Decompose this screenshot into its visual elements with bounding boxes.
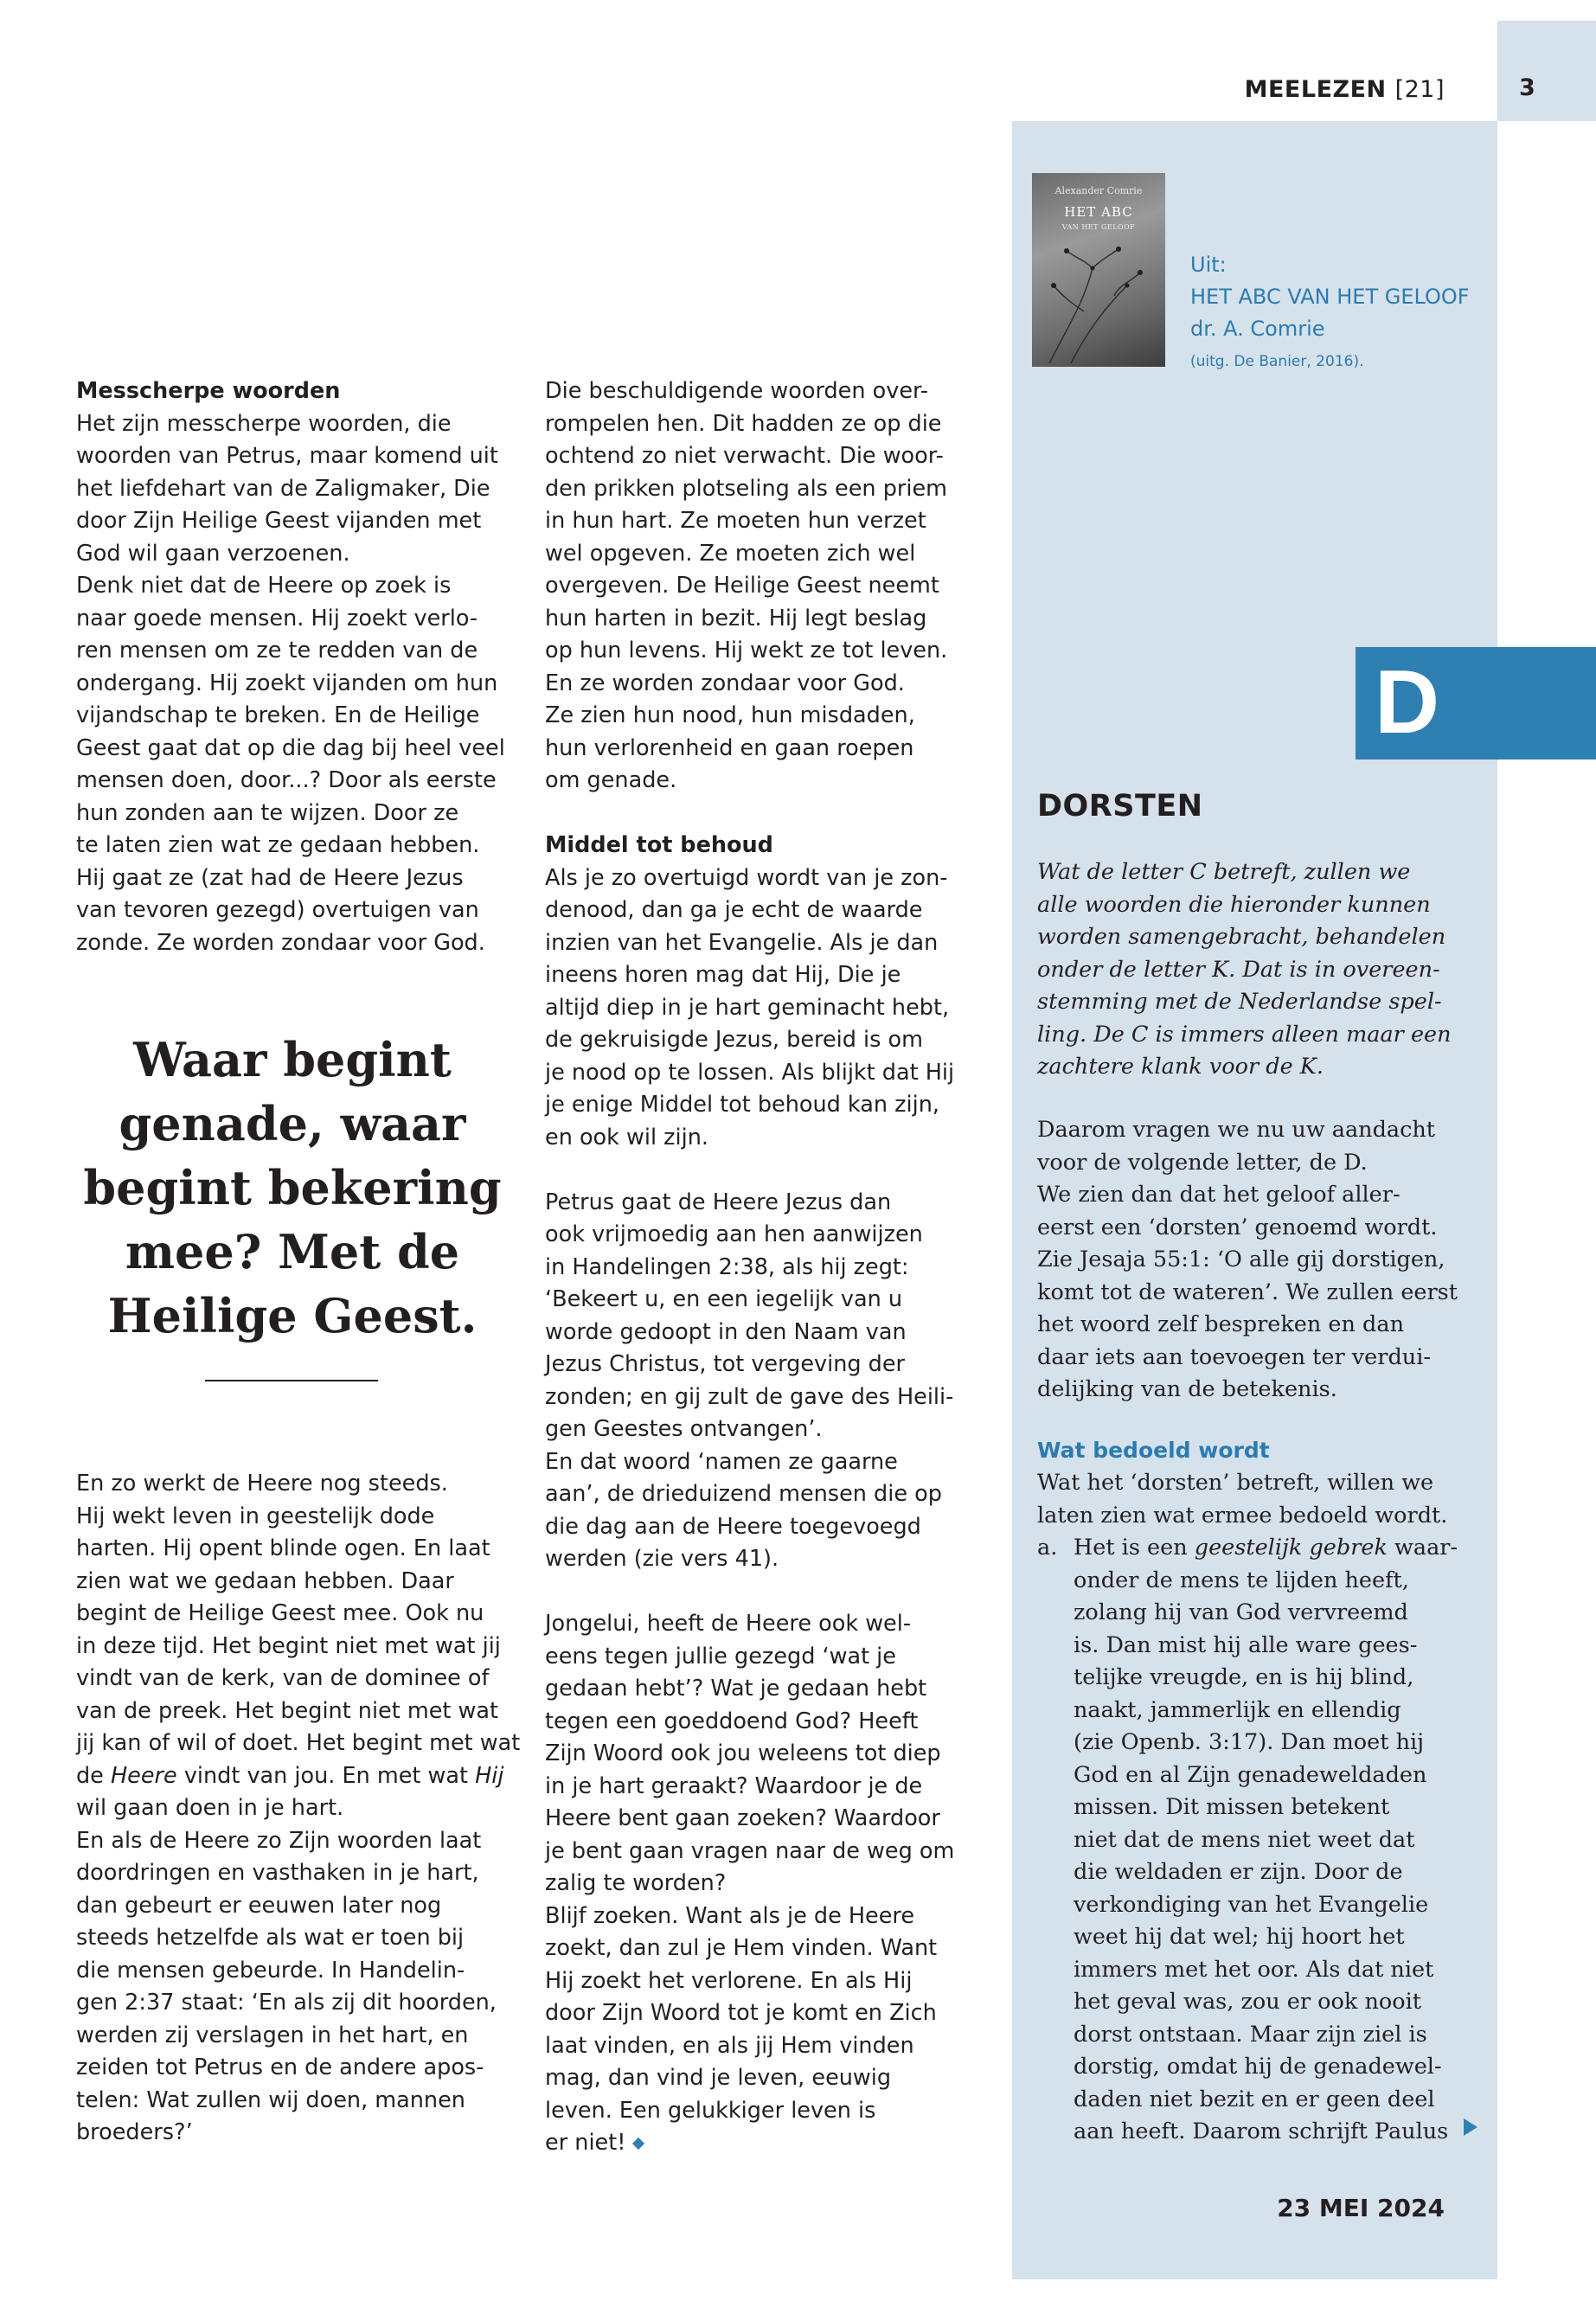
text-line: ren mensen om ze te redden van de (76, 638, 478, 663)
text-line: Het zijn messcherpe woorden, die (76, 410, 452, 437)
source-prefix: Uit: (1190, 253, 1227, 277)
list-line: niet dat de mens niet weet dat (1074, 1826, 1415, 1853)
sidebar-body-2 (1037, 1467, 1470, 1532)
text-line: mensen doen, door...? Door als eerste (76, 767, 497, 793)
body-line: Daarom vragen we nu uw aandacht (1037, 1117, 1436, 1143)
list-line: dorstig, omdat hij de genadewel- (1074, 2054, 1442, 2080)
text-line: dan gebeurt er eeuwen later nog (76, 1892, 442, 1919)
sidebar-intro (1037, 856, 1470, 1084)
text-line: Hij gaat ze (zat had de Heere Jezus (76, 864, 464, 891)
book-cover-image (1032, 173, 1165, 367)
body-line: voor de volgende letter, de D. (1037, 1149, 1368, 1176)
text-line: leven. Een gelukkiger leven is (545, 2097, 876, 2124)
text-line: zeiden tot Petrus en de andere apos- (76, 2054, 484, 2080)
middle-column (545, 375, 977, 2160)
book-cover-subtitle: VAN HET GELOOF (1061, 223, 1136, 231)
text-line: eens tegen jullie gezegd ‘wat je (545, 1643, 896, 1670)
body-line: We zien dan dat het geloof aller- (1037, 1182, 1401, 1208)
final-line: er niet! (545, 2130, 626, 2156)
text-line: je nood op te lossen. Als blijkt dat Hij (545, 1059, 955, 1086)
list-line: weet hij dat wel; hij hoort het (1074, 1924, 1405, 1950)
body-line: Zie Jesaja 55:1: ‘O alle gij dorstigen, (1037, 1247, 1445, 1272)
italic-word: Hij (475, 1762, 504, 1789)
source-publisher: (uitg. De Banier, 2016). (1190, 353, 1364, 370)
text-line: ‘Bekeert u, en een iegelijk van u (545, 1286, 903, 1312)
pull-quote-line: mee? Met de (125, 1224, 460, 1279)
text-line (545, 2127, 977, 2160)
source-title: HET ABC VAN HET GELOOF (1190, 285, 1470, 309)
text-line: vijandschap te breken. En de Heilige (76, 702, 480, 728)
body-line: komt tot de wateren’. We zullen eerst (1037, 1279, 1458, 1305)
text-line: Blijf zoeken. Want als je de Heere (545, 1902, 915, 1929)
list-line: missen. Dit missen betekent (1074, 1794, 1390, 1820)
text-line: doordringen en vasthaken in je hart, (76, 1860, 479, 1886)
text-line: Petrus gaat de Heere Jezus dan (545, 1189, 892, 1215)
book-cover-title: HET ABC (1064, 204, 1133, 220)
list-line: verkondiging van het Evangelie (1074, 1891, 1429, 1918)
body-line: het woord zelf bespreken en dan (1037, 1311, 1404, 1337)
text-line: gedaan hebt’? Wat je gedaan hebt (545, 1676, 927, 1702)
text-line: door Zijn Woord tot je komt en Zich (545, 2000, 937, 2026)
letter-badge (1356, 647, 1596, 760)
text-line: die dag aan de Heere toegevoegd (545, 1513, 921, 1540)
list-line: telijke vreugde, en is hij blind, (1074, 1664, 1414, 1690)
branch-illustration (1032, 234, 1165, 367)
text-line: Jongelui, heeft de Heere ook wel- (545, 1611, 912, 1637)
intro-line: zachtere klank voor de K. (1037, 1054, 1324, 1080)
paragraph-gap (545, 798, 977, 830)
pull-quote-line: begint bekering (83, 1160, 502, 1215)
book-source (1190, 249, 1476, 375)
sidebar-body (1037, 1114, 1470, 1407)
text-line: altijd diep in je hart geminacht hebt, (545, 994, 950, 1021)
text-line: woorden van Petrus, maar komend uit (76, 443, 498, 469)
pull-quote-line: Waar begint (133, 1032, 452, 1087)
issue-date: 23 MEI 2024 (1277, 2194, 1445, 2222)
list-line: die weldaden er zijn. Door de (1074, 1859, 1403, 1885)
sidebar-title: DORSTEN (1037, 789, 1203, 824)
text-line: de gekruisigde Jezus, bereid is om (545, 1027, 923, 1053)
text-line: werden zij verslagen in het hart, en (76, 2022, 469, 2048)
paragraph-gap (545, 1154, 977, 1187)
body-line: eerst een ‘dorsten’ genoemd wordt. (1037, 1214, 1438, 1240)
list-line: is. Dan mist hij alle ware gees- (1074, 1631, 1418, 1658)
text-line: jij kan of wil of doet. Het begint met wat (76, 1730, 521, 1756)
list-line: Het is een geestelijk gebrek waar- (1074, 1535, 1458, 1561)
text-line: zonde. Ze worden zondaar voor God. (76, 929, 485, 956)
text-line: Die beschuldigende woorden over- (545, 378, 929, 404)
text-line: en ook wil zijn. (545, 1124, 708, 1150)
body-line: daar iets aan toevoegen ter verdui- (1037, 1343, 1431, 1370)
letter-badge-text: D (1375, 652, 1440, 753)
text-line: denood, dan ga je echt de waarde (545, 897, 923, 923)
text-line: op hun levens. Hij wekt ze tot leven. (545, 638, 948, 663)
text-line: je enige Middel tot behoud kan zijn, (545, 1092, 939, 1118)
text-line: de Heere vindt van jou. En met wat Hij (76, 1762, 504, 1789)
text-line: wil gaan doen in je hart. (76, 1795, 344, 1821)
pull-quote-line: genade, waar (119, 1096, 466, 1151)
text-line: gen Geestes ontvangen’. (545, 1416, 823, 1442)
text-line: steeds hetzelfde als wat er toen bij (76, 1925, 465, 1951)
text-line: overgeven. De Heilige Geest neemt (545, 573, 939, 599)
text-line: aan’, de drieduizend mensen die op (545, 1481, 942, 1507)
left-column-bottom (76, 1468, 521, 2150)
text-line: van de preek. Het begint niet met wat (76, 1697, 498, 1724)
end-mark-icon (632, 2138, 644, 2150)
text-line: Jezus Christus, tot vergeving der (545, 1351, 906, 1377)
text-line: den prikken plotseling als een priem (545, 475, 947, 502)
text-line: zonden; en gij zult de gave des Heili- (545, 1383, 954, 1410)
text-line: in je hart geraakt? Waardoor je de (545, 1772, 923, 1799)
text-line: om genade. (545, 767, 677, 793)
text-line: werden (zie vers 41). (545, 1546, 779, 1572)
list-line: (zie Openb. 3:17). Dan moet hij (1074, 1729, 1425, 1755)
text-line: God wil gaan verzoenen. (76, 540, 350, 567)
text-line: Geest gaat dat op die dag bij heel veel (76, 734, 505, 761)
text-line: het liefdehart van de Zaligmaker, Die (76, 475, 490, 502)
list-marker: a. (1037, 1535, 1058, 1561)
left-column-top (76, 375, 509, 959)
text-line: in hun hart. Ze moeten hun verzet (545, 508, 926, 534)
list-line: God en al Zijn genadeweldaden (1074, 1761, 1427, 1788)
list-line: het geval was, zou er ook nooit (1074, 1989, 1421, 2015)
page-number: 3 (1519, 74, 1535, 101)
intro-line: ling. De C is immers alleen maar een (1037, 1021, 1452, 1048)
list-line: zolang hij van God vervreemd (1074, 1599, 1408, 1625)
text-line: in Handelingen 2:38, als hij zegt: (545, 1253, 909, 1280)
text-line: die mensen gebeurde. In Handelin- (76, 1957, 465, 1984)
text-line: ochtend zo niet verwacht. Die woor- (545, 443, 944, 469)
section-label: MEELEZEN (1244, 76, 1387, 103)
issue-number: [21] (1394, 76, 1445, 103)
text-line: ineens horen mag dat Hij, Die je (545, 962, 901, 988)
text-line: Ze zien hun nood, hun misdaden, (545, 702, 915, 728)
intro-line: stemming met de Nederlandse spel- (1037, 989, 1442, 1015)
pull-quote (76, 1028, 509, 1348)
book-cover-author: Alexander Comrie (1054, 185, 1143, 196)
text-line: En ze worden zondaar voor God. (545, 670, 905, 696)
intro-line: onder de letter K. Dat is in overeen- (1037, 956, 1440, 983)
text-line: zalig te worden? (545, 1870, 727, 1896)
list-line: dorst ontstaan. Maar zijn ziel is (1074, 2021, 1427, 2048)
text-line: worde gedoopt in den Naam van (545, 1318, 907, 1345)
intro-line: worden samengebracht, behandelen (1037, 924, 1446, 950)
sidebar-subheading: Wat bedoeld wordt (1037, 1438, 1270, 1463)
source-author: dr. A. Comrie (1190, 317, 1325, 341)
continue-arrow-icon (1464, 2118, 1477, 2136)
text-line: naar goede mensen. Hij zoekt verlo- (76, 605, 478, 631)
section-heading: Middel tot behoud (545, 832, 773, 858)
text-line: Hij zoekt het verlorene. En als Hij (545, 1967, 913, 1994)
running-header (1245, 76, 1445, 103)
text-line: ondergang. Hij zoekt vijanden om hun (76, 670, 498, 696)
text-line: wel opgeven. Ze moeten zich wel (545, 540, 916, 567)
intro-line: Wat de letter C betreft, zullen we (1037, 859, 1411, 885)
text-line: in deze tijd. Het begint niet met wat jij (76, 1632, 501, 1659)
text-line: mag, dan vind je leven, eeuwig (545, 2065, 892, 2091)
text-line: Hij wekt leven in geestelijk dode (76, 1503, 435, 1529)
text-line: En als de Heere zo Zijn woorden laat (76, 1827, 482, 1854)
text-line: door Zijn Heilige Geest vijanden met (76, 508, 482, 534)
body-line: laten zien wat ermee bedoeld wordt. (1037, 1502, 1448, 1529)
list-line: immers met het oor. Als dat niet (1074, 1956, 1434, 1983)
italic-word: Heere (110, 1762, 177, 1789)
list-line: daden niet bezit en er geen deel (1074, 2086, 1435, 2112)
pull-quote-line: Heilige Geest. (107, 1288, 478, 1343)
body-line: Wat het ‘dorsten’ betreft, willen we (1037, 1470, 1434, 1496)
text-line: begint de Heilige Geest mee. Ook nu (76, 1600, 484, 1626)
text-line: En dat woord ‘namen ze gaarne (545, 1448, 898, 1475)
text-line: tegen een goeddoend God? Heeft (545, 1708, 919, 1734)
pull-quote-divider (205, 1380, 378, 1381)
text-line: broeders?’ (76, 2119, 193, 2145)
paragraph-gap (545, 1576, 977, 1609)
body-line: delijking van de betekenis. (1037, 1376, 1337, 1402)
text-line: inzien van het Evangelie. Als je dan (545, 929, 939, 956)
text-line: vindt van de kerk, van de dominee of (76, 1665, 490, 1691)
text-line: telen: Wat zullen wij doen, mannen (76, 2086, 465, 2113)
text-line: hun verlorenheid en gaan roepen (545, 734, 914, 761)
list-line: onder de mens te lijden heeft, (1074, 1567, 1409, 1593)
text-line: van tevoren gezegd) overtuigen van (76, 897, 479, 923)
section-heading: Messcherpe woorden (76, 378, 341, 404)
text-line: hun harten in bezit. Hij legt beslag (545, 605, 927, 631)
text-line: te laten zien wat ze gedaan hebben. (76, 832, 480, 858)
text-line: rompelen hen. Dit hadden ze op die (545, 410, 942, 437)
italic-term: geestelijk gebrek (1194, 1535, 1388, 1561)
text-line: En zo werkt de Heere nog steeds. (76, 1471, 448, 1497)
text-line: je bent gaan vragen naar de weg om (545, 1837, 955, 1864)
list-line: naakt, jammerlijk en ellendig (1074, 1696, 1401, 1723)
intro-line: alle woorden die hieronder kunnen (1037, 891, 1431, 918)
text-line: zoekt, dan zul je Hem vinden. Want (545, 1935, 938, 1961)
text-line: harten. Hij opent blinde ogen. En laat (76, 1535, 490, 1561)
text-line: ook vrijmoedig aan hen aanwijzen (545, 1221, 923, 1247)
text-line: Als je zo overtuigd wordt van je zon- (545, 864, 948, 891)
text-line: gen 2:37 staat: ‘En als zij dit hoorden, (76, 1990, 497, 2016)
text-line: Heere bent gaan zoeken? Waardoor (545, 1805, 940, 1831)
text-line: Denk niet dat de Heere op zoek is (76, 573, 452, 599)
text-line: Zijn Woord ook jou weleens tot diep (545, 1740, 941, 1766)
page-number-tab (1497, 21, 1596, 121)
text-line: laat vinden, en als jij Hem vinden (545, 2032, 914, 2059)
text-line: hun zonden aan te wijzen. Door ze (76, 799, 459, 826)
list-line: aan heeft. Daarom schrijft Paulus (1074, 2118, 1449, 2144)
text-line: zien wat we gedaan hebben. Daar (76, 1567, 454, 1594)
